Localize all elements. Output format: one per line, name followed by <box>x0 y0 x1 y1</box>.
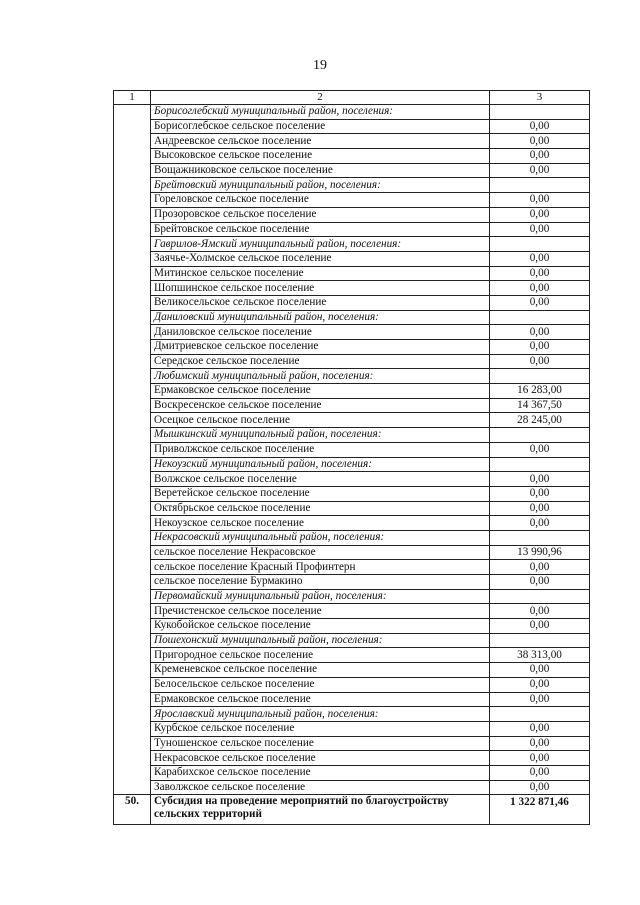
row-number-cell <box>114 178 151 193</box>
row-number-cell <box>114 736 151 751</box>
settlement-name: Высоковское сельское поселение <box>151 149 490 164</box>
table-row <box>114 222 590 237</box>
row-number-cell <box>114 442 151 457</box>
page-number: 19 <box>313 58 327 73</box>
table-row <box>114 384 590 399</box>
amount-cell: 0,00 <box>490 736 590 751</box>
row-number-cell <box>114 780 151 795</box>
row-number-cell <box>114 398 151 413</box>
header-col-1: 1 <box>114 91 151 105</box>
amount-cell <box>490 237 590 252</box>
row-number-cell <box>114 281 151 296</box>
final-row <box>114 795 590 825</box>
district-name: Брейтовский муниципальный район, поселения: <box>151 178 490 193</box>
settlement-name: Волжское сельское поселение <box>151 472 490 487</box>
amount-cell: 0,00 <box>490 193 590 208</box>
amount-cell <box>490 530 590 545</box>
district-name: Ярославский муниципальный район, поселения: <box>151 707 490 722</box>
row-number-cell <box>114 751 151 766</box>
district-row <box>114 428 590 443</box>
amount-cell: 0,00 <box>490 295 590 310</box>
amount-cell: 14 367,50 <box>490 398 590 413</box>
table-row <box>114 560 590 575</box>
table-row <box>114 692 590 707</box>
row-number-cell <box>114 765 151 780</box>
table-row <box>114 398 590 413</box>
settlement-name: Курбское сельское поселение <box>151 721 490 736</box>
row-number-cell <box>114 119 151 134</box>
amount-cell: 0,00 <box>490 516 590 531</box>
row-number-cell <box>114 575 151 590</box>
settlement-name: Карабихское сельское поселение <box>151 765 490 780</box>
district-row <box>114 310 590 325</box>
amount-cell: 0,00 <box>490 663 590 678</box>
amount-cell: 0,00 <box>490 486 590 501</box>
settlement-name: сельское поселение Бурмакино <box>151 575 490 590</box>
district-name: Мышкинский муниципальный район, поселения: <box>151 428 490 443</box>
settlement-name: Гореловское сельское поселение <box>151 193 490 208</box>
row-number-cell <box>114 604 151 619</box>
table-row <box>114 163 590 178</box>
amount-cell: 0,00 <box>490 266 590 281</box>
table-row <box>114 295 590 310</box>
table-row <box>114 207 590 222</box>
final-row-name: Субсидия на проведение мероприятий по благоустройству сельских территорий <box>151 795 490 825</box>
row-number-cell <box>114 472 151 487</box>
row-number-cell <box>114 721 151 736</box>
table-row <box>114 251 590 266</box>
table-row <box>114 677 590 692</box>
district-row <box>114 178 590 193</box>
amount-cell <box>490 428 590 443</box>
row-number-cell <box>114 207 151 222</box>
amount-cell: 0,00 <box>490 325 590 340</box>
district-name: Некоузский муниципальный район, поселения: <box>151 457 490 472</box>
amount-cell: 0,00 <box>490 134 590 149</box>
row-number-cell <box>114 134 151 149</box>
table-row <box>114 266 590 281</box>
amount-cell <box>490 633 590 648</box>
table-row <box>114 486 590 501</box>
district-row <box>114 589 590 604</box>
table-row <box>114 721 590 736</box>
row-number-cell <box>114 677 151 692</box>
settlement-name: Веретейское сельское поселение <box>151 486 490 501</box>
amount-cell: 0,00 <box>490 501 590 516</box>
row-number-cell <box>114 266 151 281</box>
row-number-cell <box>114 251 151 266</box>
table-row <box>114 354 590 369</box>
row-number-cell <box>114 663 151 678</box>
amount-cell: 0,00 <box>490 149 590 164</box>
district-row <box>114 633 590 648</box>
header-col-3: 3 <box>490 91 590 105</box>
settlement-name: Ермаковское сельское поселение <box>151 384 490 399</box>
amount-cell: 0,00 <box>490 692 590 707</box>
row-number-cell <box>114 384 151 399</box>
table-row <box>114 413 590 428</box>
amount-cell: 0,00 <box>490 354 590 369</box>
district-name: Первомайский муниципальный район, поселения: <box>151 589 490 604</box>
settlement-name: Белосельское сельское поселение <box>151 677 490 692</box>
table-row <box>114 472 590 487</box>
amount-cell <box>490 369 590 384</box>
table-row <box>114 281 590 296</box>
table-row <box>114 751 590 766</box>
settlement-name: Октябрьское сельское поселение <box>151 501 490 516</box>
row-number-cell <box>114 149 151 164</box>
district-name: Борисоглебский муниципальный район, поселения: <box>151 105 490 120</box>
final-row-amount: 1 322 871,46 <box>490 795 590 825</box>
settlement-name: Великосельское сельское поселение <box>151 295 490 310</box>
header-col-2: 2 <box>151 91 490 105</box>
amount-cell: 0,00 <box>490 780 590 795</box>
amount-cell: 38 313,00 <box>490 648 590 663</box>
row-number-cell <box>114 560 151 575</box>
amount-cell: 0,00 <box>490 472 590 487</box>
settlement-name: Некрасовское сельское поселение <box>151 751 490 766</box>
amount-cell: 0,00 <box>490 163 590 178</box>
row-number-cell <box>114 589 151 604</box>
settlement-name: Туношенское сельское поселение <box>151 736 490 751</box>
row-number-cell <box>114 530 151 545</box>
row-number-cell <box>114 105 151 120</box>
row-number-cell <box>114 354 151 369</box>
amount-cell: 0,00 <box>490 721 590 736</box>
row-number-cell <box>114 457 151 472</box>
row-number-cell <box>114 222 151 237</box>
row-number-cell <box>114 325 151 340</box>
row-number-cell <box>114 340 151 355</box>
settlement-name: Осецкое сельское поселение <box>151 413 490 428</box>
amount-cell: 0,00 <box>490 222 590 237</box>
row-number-cell <box>114 501 151 516</box>
district-row <box>114 237 590 252</box>
row-number-cell <box>114 295 151 310</box>
table-row <box>114 575 590 590</box>
settlement-name: Заячье-Холмское сельское поселение <box>151 251 490 266</box>
amount-cell: 0,00 <box>490 251 590 266</box>
row-number-cell <box>114 516 151 531</box>
district-row <box>114 369 590 384</box>
amount-cell: 0,00 <box>490 575 590 590</box>
row-number-cell <box>114 413 151 428</box>
amount-cell: 0,00 <box>490 604 590 619</box>
row-number-cell <box>114 707 151 722</box>
table-row <box>114 663 590 678</box>
table-row <box>114 193 590 208</box>
district-name: Любимский муниципальный район, поселения: <box>151 369 490 384</box>
amount-cell: 13 990,96 <box>490 545 590 560</box>
table-row <box>114 780 590 795</box>
table-row <box>114 604 590 619</box>
settlement-name: Ермаковское сельское поселение <box>151 692 490 707</box>
amount-cell: 0,00 <box>490 340 590 355</box>
amount-cell <box>490 707 590 722</box>
row-number-cell <box>114 692 151 707</box>
amount-cell: 0,00 <box>490 751 590 766</box>
settlement-name: Приволжское сельское поселение <box>151 442 490 457</box>
row-number-cell <box>114 193 151 208</box>
table-row <box>114 648 590 663</box>
amount-cell <box>490 178 590 193</box>
settlement-name: Кременевское сельское поселение <box>151 663 490 678</box>
row-number-cell <box>114 545 151 560</box>
district-name: Даниловский муниципальный район, поселения: <box>151 310 490 325</box>
amount-cell <box>490 310 590 325</box>
table-row <box>114 149 590 164</box>
settlement-name: Середское сельское поселение <box>151 354 490 369</box>
settlement-name: Вощажниковское сельское поселение <box>151 163 490 178</box>
row-number-cell <box>114 428 151 443</box>
district-name: Пошехонский муниципальный район, поселения: <box>151 633 490 648</box>
row-number-cell <box>114 486 151 501</box>
amount-cell <box>490 457 590 472</box>
settlement-name: сельское поселение Некрасовское <box>151 545 490 560</box>
settlement-name: Митинское сельское поселение <box>151 266 490 281</box>
district-name: Некрасовский муниципальный район, поселения: <box>151 530 490 545</box>
subsidy-table <box>113 90 590 825</box>
district-row <box>114 530 590 545</box>
table-row <box>114 501 590 516</box>
settlement-name: Некоузское сельское поселение <box>151 516 490 531</box>
amount-cell: 0,00 <box>490 207 590 222</box>
amount-cell: 16 283,00 <box>490 384 590 399</box>
table-row <box>114 325 590 340</box>
amount-cell: 0,00 <box>490 765 590 780</box>
table-row <box>114 736 590 751</box>
amount-cell: 0,00 <box>490 119 590 134</box>
table-row <box>114 442 590 457</box>
row-number-cell <box>114 633 151 648</box>
district-row <box>114 105 590 120</box>
settlement-name: Шопшинское сельское поселение <box>151 281 490 296</box>
settlement-name: сельское поселение Красный Профинтерн <box>151 560 490 575</box>
row-number-cell <box>114 369 151 384</box>
row-number-cell <box>114 619 151 634</box>
row-number-cell <box>114 163 151 178</box>
table-row <box>114 619 590 634</box>
settlement-name: Кукобойское сельское поселение <box>151 619 490 634</box>
district-row <box>114 457 590 472</box>
settlement-name: Борисоглебское сельское поселение <box>151 119 490 134</box>
settlement-name: Воскресенское сельское поселение <box>151 398 490 413</box>
table-row <box>114 545 590 560</box>
amount-cell: 0,00 <box>490 677 590 692</box>
row-number-cell <box>114 237 151 252</box>
amount-cell: 28 245,00 <box>490 413 590 428</box>
table-row <box>114 340 590 355</box>
district-name: Гаврилов-Ямский муниципальный район, поселения: <box>151 237 490 252</box>
amount-cell: 0,00 <box>490 281 590 296</box>
table-row <box>114 119 590 134</box>
amount-cell: 0,00 <box>490 560 590 575</box>
table-row <box>114 134 590 149</box>
settlement-name: Даниловское сельское поселение <box>151 325 490 340</box>
district-row <box>114 707 590 722</box>
settlement-name: Прозоровское сельское поселение <box>151 207 490 222</box>
table-row <box>114 765 590 780</box>
settlement-name: Заволжское сельское поселение <box>151 780 490 795</box>
row-number-cell <box>114 310 151 325</box>
settlement-name: Пречистенское сельское поселение <box>151 604 490 619</box>
amount-cell: 0,00 <box>490 442 590 457</box>
amount-cell <box>490 589 590 604</box>
table-row <box>114 516 590 531</box>
settlement-name: Пригородное сельское поселение <box>151 648 490 663</box>
table-header-row <box>114 91 590 105</box>
amount-cell: 0,00 <box>490 619 590 634</box>
final-row-number: 50. <box>114 795 151 825</box>
settlement-name: Брейтовское сельское поселение <box>151 222 490 237</box>
settlement-name: Дмитриевское сельское поселение <box>151 340 490 355</box>
amount-cell <box>490 105 590 120</box>
row-number-cell <box>114 648 151 663</box>
settlement-name: Андреевское сельское поселение <box>151 134 490 149</box>
